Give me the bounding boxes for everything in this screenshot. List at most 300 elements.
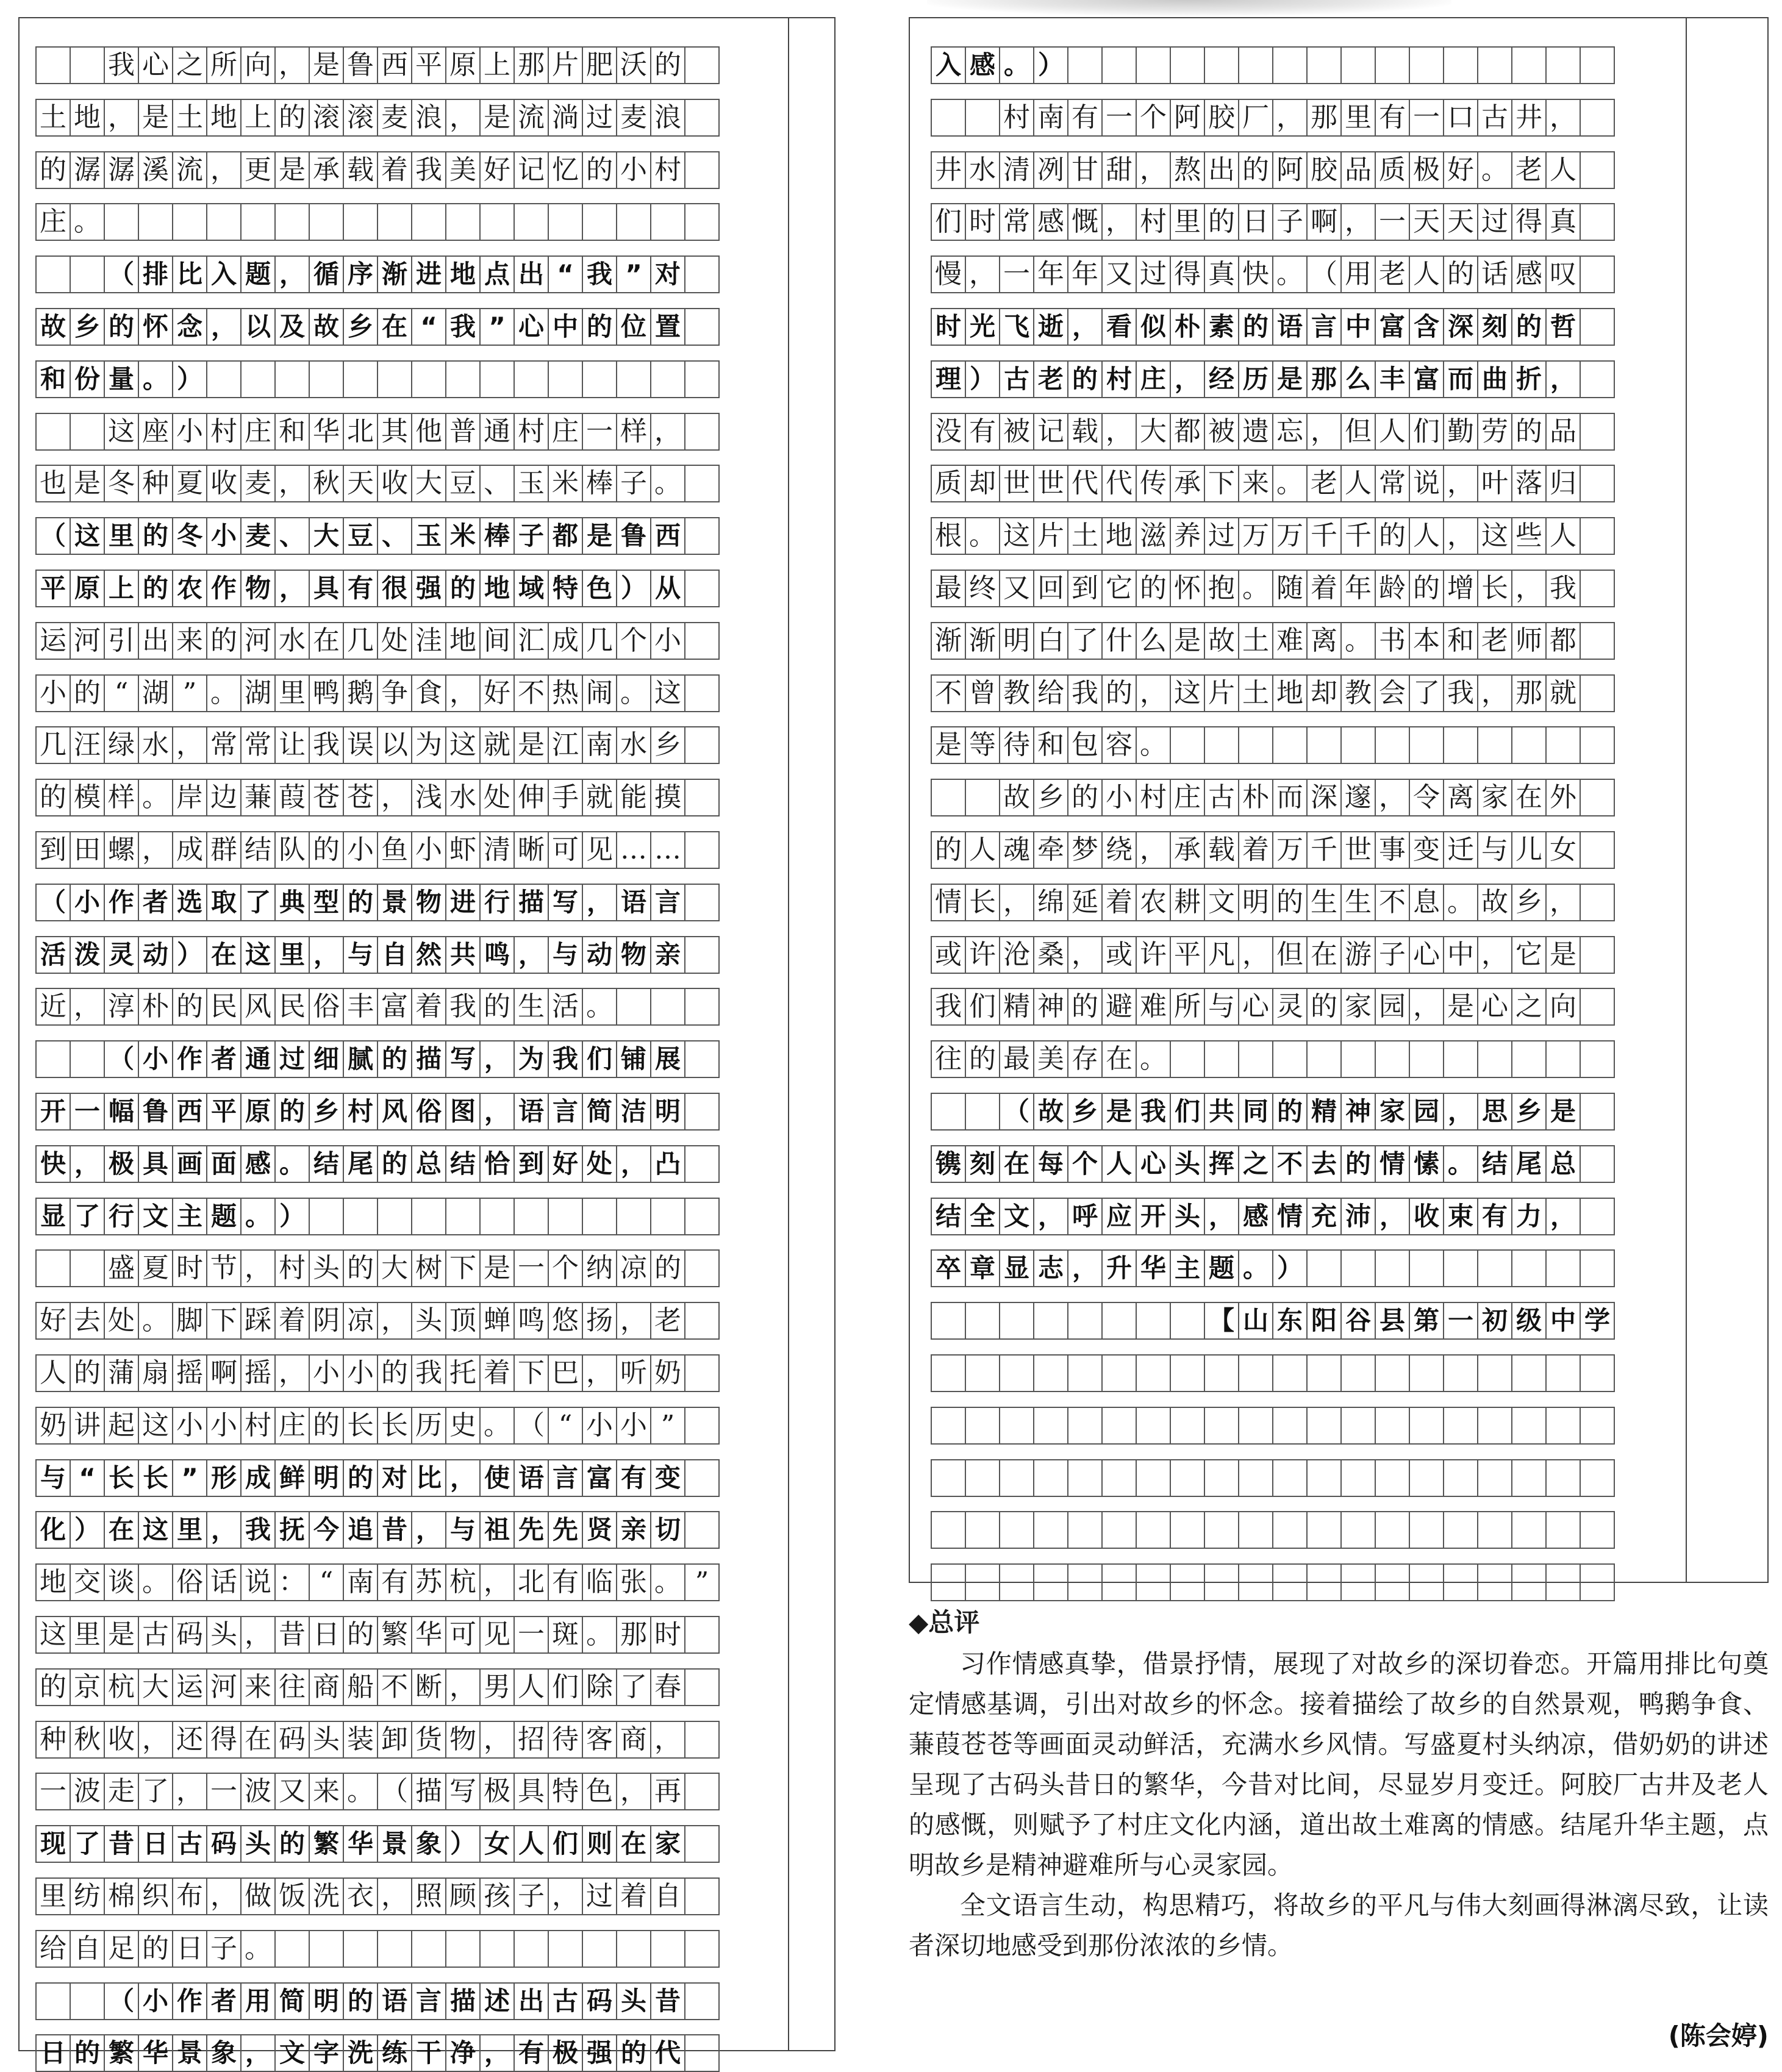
grid-cell: 简 [582,1093,617,1131]
grid-cell: 啊 [206,1354,242,1392]
grid-cell: 的 [1511,413,1547,451]
grid-cell: 具 [138,1145,173,1183]
grid-cell: 飞 [999,308,1034,346]
grid-cell [1443,726,1478,764]
grid-cell: 结 [931,1198,966,1235]
grid-cell: 着 [1306,570,1342,607]
grid-cell: 都 [548,517,583,555]
grid-cell [1580,1198,1615,1235]
grid-cell [309,1930,344,1968]
grid-cell: 。 [999,46,1034,84]
grid-cell: 顶 [445,1302,481,1340]
grid-cell [1580,517,1615,555]
grid-cell [377,203,412,241]
grid-cell: 扬 [582,1302,617,1340]
grid-cell: 个 [548,1249,583,1287]
grid-cell: 甘 [1067,151,1103,189]
grid-cell: 这 [445,726,481,764]
grid-cell: 切 [650,1511,685,1549]
grid-cell [1272,1354,1308,1392]
grid-cell: 是 [274,151,310,189]
grid-cell: 载 [343,151,378,189]
grid-cell: 向 [1545,988,1581,1026]
grid-cell: 人 [513,1825,549,1863]
grid-cell: ， [274,46,310,84]
grid-cell [206,203,242,241]
grid-cell: 是 [479,1249,515,1287]
grid-cell: 了 [70,1198,105,1235]
grid-cell: ） [445,1825,481,1863]
grid-cell: 小 [309,1354,344,1392]
grid-cell: 世 [999,465,1034,502]
grid-cell: 不 [1375,884,1410,921]
grid-cell: 种 [35,1721,71,1759]
grid-cell: 清 [999,151,1034,189]
grid-cell: 生 [513,988,549,1026]
grid-cell: ， [172,726,207,764]
grid-cell: 这 [240,936,276,974]
grid-cell: 色 [582,1773,617,1810]
grid-cell: 。 [1443,1145,1478,1183]
grid-cell: ， [548,1877,583,1915]
grid-cell [965,99,1000,137]
grid-cell: 语 [1272,308,1308,346]
grid-cell: 就 [479,726,515,764]
grid-cell: 的 [1238,308,1273,346]
grid-cell: 富 [1375,308,1410,346]
right-grid-row [931,360,1614,398]
grid-cell: 往 [274,1668,310,1706]
grid-cell: 承 [1170,831,1205,869]
grid-cell: 进 [445,884,481,921]
grid-cell: 史 [445,1407,481,1445]
review-author: (陈会婷) [1668,2021,1769,2051]
grid-cell: 地 [70,99,105,137]
grid-cell: 使 [479,1459,515,1497]
grid-cell: 呼 [1067,1198,1103,1235]
grid-cell: 北 [343,413,378,451]
grid-cell [479,360,515,398]
grid-cell: 明 [999,622,1034,660]
grid-cell [965,1407,1000,1445]
grid-cell: 极 [1409,151,1444,189]
grid-cell [377,1198,412,1235]
grid-cell [411,1198,446,1235]
grid-cell: 鲁 [616,517,651,555]
grid-cell: 里 [1170,203,1205,241]
grid-cell [309,1198,344,1235]
grid-cell: 着 [1101,884,1137,921]
grid-cell: 庄 [548,413,583,451]
grid-cell: 奶 [650,1354,685,1392]
left-grid-row [35,1616,718,1654]
grid-cell: ” [172,674,207,712]
grid-cell [1409,726,1444,764]
grid-cell [1375,726,1410,764]
right-grid-row [931,517,1614,555]
grid-cell: 它 [1511,936,1547,974]
grid-cell: 素 [1204,308,1239,346]
grid-cell: 了 [240,884,276,921]
grid-cell: 胶 [1306,151,1342,189]
grid-cell [1409,1459,1444,1497]
grid-cell [1136,1302,1171,1340]
grid-cell: 逝 [1033,308,1068,346]
grid-cell: 边 [206,779,242,816]
grid-cell [684,46,720,84]
grid-cell: ” [479,308,515,346]
grid-cell: 普 [445,413,481,451]
grid-cell: 几 [343,622,378,660]
grid-cell: 南 [1033,99,1068,137]
grid-cell: 有 [1375,99,1410,137]
grid-cell: 理 [931,360,966,398]
grid-cell [1306,1459,1342,1497]
grid-cell: 。 [1136,726,1171,764]
grid-cell: 图 [445,1093,481,1131]
grid-cell: 食 [411,674,446,712]
grid-cell: 昔 [377,1511,412,1549]
grid-cell [965,1459,1000,1497]
grid-cell: 伸 [513,779,549,816]
grid-cell: 述 [479,1982,515,2020]
grid-cell: 天 [1443,203,1478,241]
grid-cell: 。 [240,1930,276,1968]
grid-cell: 米 [445,517,481,555]
grid-cell [684,726,720,764]
grid-cell [377,1930,412,1968]
grid-cell: 与 [1477,831,1512,869]
grid-cell: ） [274,1198,310,1235]
grid-cell: ， [582,884,617,921]
grid-cell: 湖 [240,674,276,712]
grid-cell: 民 [274,988,310,1026]
grid-cell: 那 [1511,674,1547,712]
grid-cell: 着 [411,988,446,1026]
grid-cell: 题 [1204,1249,1239,1287]
grid-cell: 的 [70,1354,105,1392]
grid-cell: 俗 [309,988,344,1026]
grid-cell: 主 [172,1198,207,1235]
grid-cell: 题 [240,255,276,293]
grid-cell: 个 [1136,99,1171,137]
grid-cell: 光 [965,308,1000,346]
grid-cell: 和 [1443,622,1478,660]
grid-cell [1443,46,1478,84]
grid-cell: 的 [1409,570,1444,607]
grid-cell: ， [138,1721,173,1759]
grid-cell: ， [479,1563,515,1601]
grid-cell: 展 [650,1040,685,1078]
grid-cell: 。 [138,1563,173,1601]
grid-cell: 升 [1101,1249,1137,1287]
grid-cell [684,151,720,189]
grid-cell [1340,1249,1376,1287]
grid-cell: 洗 [309,1877,344,1915]
grid-cell: 的 [1238,151,1273,189]
grid-cell: ） [172,360,207,398]
grid-cell: 哲 [1545,308,1581,346]
grid-cell: 有 [1477,1198,1512,1235]
grid-cell [445,203,481,241]
grid-cell [70,1040,105,1078]
grid-cell: 啊 [1306,203,1342,241]
grid-cell: 行 [479,884,515,921]
grid-cell: 话 [206,1563,242,1601]
grid-cell: 昔 [650,1982,685,2020]
grid-cell [1101,1302,1137,1340]
grid-cell: 在 [206,936,242,974]
grid-cell: 根 [931,517,966,555]
grid-cell: ， [1340,203,1376,241]
grid-cell [931,1563,966,1601]
grid-cell: 那 [1306,99,1342,137]
grid-cell: 。 [965,517,1000,555]
grid-cell: ， [206,151,242,189]
grid-cell [1306,1040,1342,1078]
grid-cell: 棒 [479,517,515,555]
grid-cell: 收 [206,465,242,502]
grid-cell: 常 [206,726,242,764]
grid-cell: 所 [206,46,242,84]
right-grid-row [931,570,1614,607]
grid-cell: 动 [582,936,617,974]
grid-cell [479,203,515,241]
grid-cell: 心 [138,46,173,84]
grid-cell: 的 [479,988,515,1026]
grid-cell [1238,1407,1273,1445]
grid-cell: 们 [931,203,966,241]
grid-cell: 鲁 [138,1093,173,1131]
grid-cell: 进 [411,255,446,293]
grid-cell [1580,255,1615,293]
grid-cell: 在 [104,1511,139,1549]
overall-review [909,1602,1769,1966]
grid-cell [343,1930,378,1968]
left-grid-row [35,308,718,346]
grid-cell [684,1407,720,1445]
grid-cell: 着 [274,1302,310,1340]
grid-cell: 的 [274,99,310,137]
grid-cell: 处 [479,779,515,816]
grid-cell [1101,1459,1137,1497]
grid-cell: 。 [1272,465,1308,502]
grid-cell [35,1982,71,2020]
grid-cell: 下 [1204,465,1239,502]
grid-cell: 含 [1409,308,1444,346]
grid-cell [1375,1040,1410,1078]
grid-cell [548,1198,583,1235]
grid-cell: 面 [206,1145,242,1183]
grid-cell: 日 [138,1825,173,1863]
grid-cell: 是 [104,1616,139,1654]
grid-cell [616,203,651,241]
grid-cell: 来 [172,622,207,660]
grid-cell: 河 [206,1668,242,1706]
grid-cell [931,1302,966,1340]
grid-cell: 是 [1443,988,1478,1026]
grid-cell: 刻 [1477,308,1512,346]
grid-cell [1306,1407,1342,1445]
grid-cell: 形 [206,1459,242,1497]
grid-cell: 。 [1443,884,1478,921]
grid-cell [1170,1459,1205,1497]
grid-cell: 南 [582,726,617,764]
left-grid-row [35,674,718,712]
grid-cell: ， [1101,203,1137,241]
grid-cell: 人 [1409,255,1444,293]
grid-cell: 小 [616,151,651,189]
grid-cell: 或 [1101,936,1137,974]
right-margin-line [1686,17,1687,1583]
left-grid-row [35,1093,718,1131]
grid-cell: 夏 [172,465,207,502]
grid-cell [513,203,549,241]
grid-cell [582,1198,617,1235]
grid-cell: 小 [35,674,71,712]
grid-cell [1477,726,1512,764]
grid-cell: 蒲 [104,1354,139,1392]
grid-cell: ， [616,1773,651,1810]
grid-cell: 么 [1136,622,1171,660]
grid-cell: 而 [1443,360,1478,398]
grid-cell: 洁 [616,1093,651,1131]
grid-cell: 份 [70,360,105,398]
grid-cell: 的 [1511,308,1547,346]
grid-cell: 简 [274,1982,310,2020]
grid-cell: 张 [616,1563,651,1601]
grid-cell: 感 [965,46,1000,84]
grid-cell: 原 [240,1093,276,1131]
grid-cell: 几 [35,726,71,764]
grid-cell: 作 [172,1982,207,2020]
grid-cell: 引 [104,622,139,660]
grid-cell: 章 [965,1249,1000,1287]
grid-cell: 说 [240,1563,276,1601]
grid-cell: 白 [1033,622,1068,660]
grid-cell [1170,1407,1205,1445]
grid-cell: 千 [1306,517,1342,555]
grid-cell: 是 [1545,1093,1581,1131]
grid-cell: 感 [1033,203,1068,241]
grid-cell: 纳 [582,1249,617,1287]
grid-cell [1580,884,1615,921]
grid-cell: 巴 [548,1354,583,1392]
grid-cell: 除 [582,1668,617,1706]
grid-cell: 象 [206,2034,242,2072]
grid-cell: 丰 [1375,360,1410,398]
grid-cell [1580,413,1615,451]
grid-cell [931,1354,966,1392]
grid-cell: ， [274,255,310,293]
grid-cell: 风 [240,988,276,1026]
grid-cell [1136,1459,1171,1497]
grid-cell: 增 [1443,570,1478,607]
grid-cell: 人 [1375,413,1410,451]
grid-cell: 言 [548,1093,583,1131]
grid-cell: 的 [1067,360,1103,398]
grid-cell: 愫 [1409,1145,1444,1183]
grid-cell: ， [138,831,173,869]
grid-cell: ， [1033,1198,1068,1235]
grid-cell [513,360,549,398]
grid-cell: 这 [1477,517,1512,555]
grid-cell [411,1930,446,1968]
grid-cell: 小 [138,1982,173,2020]
grid-cell: 头 [309,1721,344,1759]
grid-cell: 片 [1033,517,1068,555]
left-grid-row [35,988,718,1026]
grid-cell [1067,1459,1103,1497]
grid-cell: ） [1272,1249,1308,1287]
grid-cell: 亲 [616,1511,651,1549]
grid-cell: 儿 [1511,831,1547,869]
grid-cell [684,1093,720,1131]
grid-cell: 自 [377,936,412,974]
grid-cell: 什 [1101,622,1137,660]
grid-cell: 秋 [309,465,344,502]
grid-cell: 。 [274,1145,310,1183]
grid-cell [1545,1249,1581,1287]
grid-cell: 游 [1340,936,1376,974]
grid-cell: 祖 [479,1511,515,1549]
grid-cell: 有 [343,570,378,607]
grid-cell: 为 [513,1040,549,1078]
grid-cell: 年 [1067,255,1103,293]
grid-cell: 西 [650,517,685,555]
grid-cell [1477,1249,1512,1287]
grid-cell: 老 [1033,360,1068,398]
grid-cell [1306,46,1342,84]
grid-cell: 是 [1101,1093,1137,1131]
right-grid-row [931,1249,1614,1287]
grid-cell: 这 [650,674,685,712]
grid-cell: 还 [172,1721,207,1759]
grid-cell: 有 [1067,99,1103,137]
grid-cell: 我 [1136,1093,1171,1131]
grid-cell [35,413,71,451]
grid-cell [684,1511,720,1549]
grid-cell: 语 [513,1093,549,1131]
grid-cell: 一 [513,1249,549,1287]
grid-cell: 选 [172,884,207,921]
grid-cell: 幅 [104,1093,139,1131]
left-grid-row [35,1040,718,1078]
grid-cell: 。 [1136,1040,1171,1078]
grid-cell: 往 [931,1040,966,1078]
grid-cell: 了 [1067,622,1103,660]
left-grid-row [35,1145,718,1183]
grid-cell: 快 [1238,255,1273,293]
right-grid-row [931,1354,1614,1392]
grid-cell [1511,1040,1547,1078]
review-paragraph-1: 习作情感真挚，借景抒情，展现了对故乡的深切眷恋。开篇用排比句奠定情感基调，引出对故乡的怀念。接着描绘了故乡的自然景观，鸭鹅争食、蒹葭苍苍等画面灵动鲜活，充满水乡风情。写盛夏村头纳凉，借奶奶的讲述呈现了古码头昔日的繁华，今昔对比间，尽显岁月变迁。阿胶厂古井及老人的感慨，则赋予了村庄文化内涵，道出故土难离的情感。结尾升华主题，点明故乡是精神避难所与心灵家园。 [909,1649,1769,1880]
grid-cell: 渐 [931,622,966,660]
grid-cell: 在 [377,308,412,346]
grid-cell: 的 [377,1040,412,1078]
grid-cell: 个 [616,622,651,660]
grid-cell: 的 [274,1825,310,1863]
grid-cell: （ [377,1773,412,1810]
grid-cell: 溪 [138,151,173,189]
grid-cell: 里 [274,674,310,712]
grid-cell: 胶 [1204,99,1239,137]
grid-cell: 商 [616,1721,651,1759]
grid-cell [1272,1040,1308,1078]
grid-cell [1033,1563,1068,1601]
grid-cell: 的 [1067,779,1103,816]
left-grid-row [35,1459,718,1497]
